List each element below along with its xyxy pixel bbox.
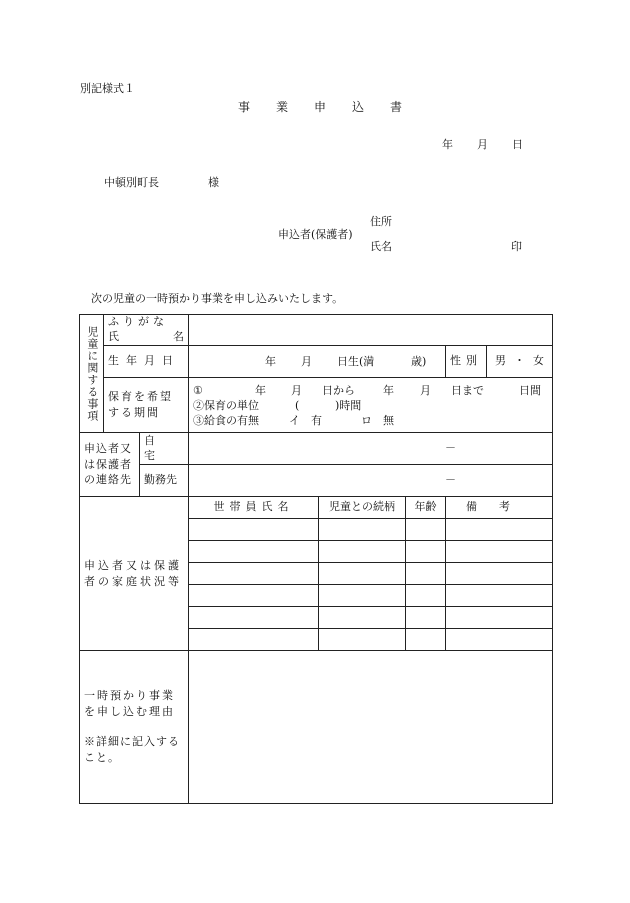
birth-date-input[interactable] (189, 346, 446, 378)
care-days: 日間 (519, 384, 541, 397)
birth-year: 年 (265, 354, 276, 368)
gender-male-option[interactable]: 男 (495, 354, 506, 368)
col-age: 年齢 (406, 497, 446, 519)
care-year-to: 年 (383, 384, 394, 397)
care-period-label: 保育を希望する期間 (108, 390, 173, 419)
form-number: 別記様式１ (80, 82, 135, 95)
family-section-label: 申込者又は保護者の家庭状況等 (84, 558, 182, 588)
home-phone-input[interactable] (189, 433, 553, 465)
care-period-input[interactable] (189, 378, 553, 433)
gender-female-option[interactable]: 女 (533, 354, 544, 368)
reason-label-cell (80, 651, 189, 804)
date-year: 年 (442, 138, 453, 151)
care-year-from: 年 (255, 384, 266, 397)
name-label: 氏名 (370, 240, 392, 253)
document-title: 事業申込書 (238, 100, 429, 114)
care-unit-label: ②保育の単位 (193, 399, 259, 412)
name-label-1: 氏 (108, 330, 119, 343)
furigana-label: ふりがな (108, 315, 168, 329)
care-day-from: 日から (322, 384, 355, 397)
home-label: 自宅 (144, 433, 169, 462)
care-day-to: 日まで (451, 384, 484, 397)
col-household-name: 世帯員氏名 (189, 497, 319, 519)
care-line1-num: ① (193, 384, 203, 397)
applicant-label: 申込者(保護者) (278, 228, 353, 241)
date-month: 月 (477, 138, 488, 151)
child-section-cell (80, 315, 104, 433)
birth-label-cell (104, 346, 189, 378)
col-relationship: 児童との続柄 (319, 497, 406, 519)
work-phone-dash: － (445, 473, 456, 487)
date-day: 日 (512, 138, 523, 151)
birth-label: 生年月日 (108, 354, 180, 368)
table-row[interactable] (189, 585, 319, 607)
addressee: 中頓別町長 (104, 176, 159, 189)
address-label: 住所 (370, 215, 392, 228)
family-section-cell (80, 497, 189, 651)
application-form-table (79, 314, 553, 804)
birth-age: 歳) (411, 354, 427, 368)
furigana-name-label-cell (104, 315, 189, 346)
child-section-label: 児童に関する事項 (85, 325, 99, 422)
child-name-input[interactable] (189, 315, 553, 346)
table-row[interactable] (189, 607, 319, 629)
reason-input[interactable] (189, 651, 553, 804)
col-remarks: 備考 (446, 497, 553, 519)
name-label-2: 名 (173, 330, 184, 343)
gender-dot: ・ (514, 354, 525, 368)
care-unit-open: ( (295, 399, 300, 412)
care-period-label-cell (104, 378, 189, 433)
honorific: 様 (208, 176, 219, 189)
work-label: 勤務先 (144, 473, 177, 487)
gender-cell (446, 346, 553, 378)
birth-month: 月 (301, 354, 312, 368)
contact-section-cell (80, 433, 140, 497)
reason-note: ※詳細に記入すること。 (84, 735, 180, 764)
home-phone-dash: － (445, 441, 456, 455)
care-month-to: 月 (420, 384, 431, 397)
table-row[interactable] (189, 519, 319, 541)
table-row[interactable] (189, 563, 319, 585)
meal-yes-option[interactable]: イ 有 (289, 414, 322, 427)
meal-no-option[interactable]: ロ 無 (361, 414, 394, 427)
care-unit-hours: )時間 (335, 399, 362, 412)
work-phone-input[interactable] (189, 465, 553, 497)
birth-day: 日生(満 (337, 354, 375, 368)
reason-label: 一時預かり事業を申し込む理由 (84, 689, 175, 719)
contact-section-label: 申込者又は保護者の連絡先 (84, 441, 132, 487)
care-month-from: 月 (291, 384, 302, 397)
meal-label: ③給食の有無 (193, 414, 259, 427)
work-label-cell (140, 465, 189, 497)
intro-text: 次の児童の一時預かり事業を申し込みいたします。 (91, 292, 344, 305)
table-row[interactable] (189, 541, 319, 563)
seal-mark: 印 (511, 240, 522, 253)
gender-label: 性別 (446, 346, 487, 377)
table-row[interactable] (189, 629, 319, 651)
home-label-cell (140, 433, 189, 465)
